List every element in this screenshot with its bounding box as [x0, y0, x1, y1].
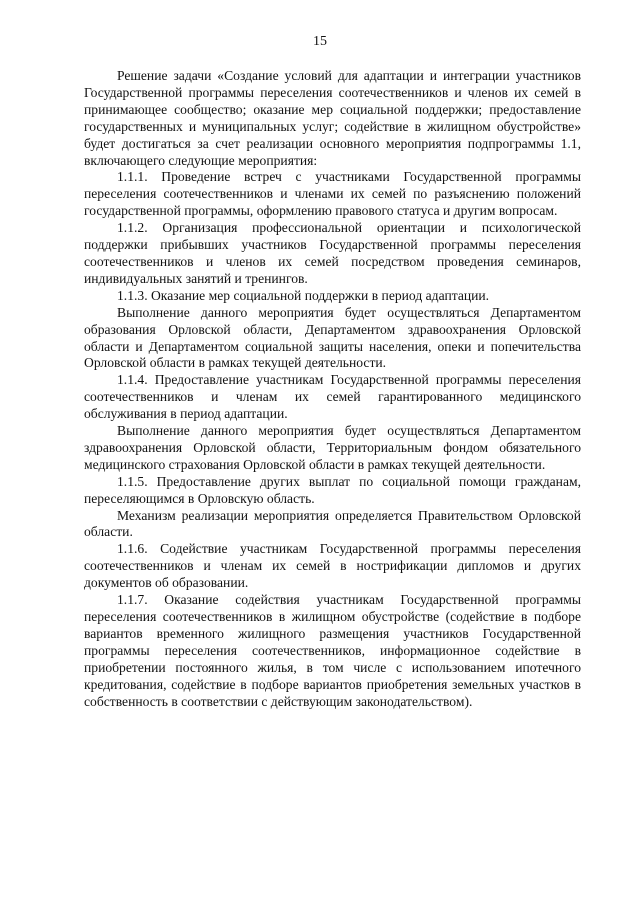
paragraph-1-1-2: 1.1.2. Организация профессиональной ориентации и психологической поддержки прибывших участников Государственной программы переселения соотечественников и членов их семей посредством проведения семинаров, индивидуальных занятий и тренингов.: [84, 220, 581, 286]
paragraph-1-1-5-mechanism: Механизм реализации мероприятия определяется Правительством Орловской области.: [84, 507, 581, 540]
paragraph-1-1-1: 1.1.1. Проведение встреч с участниками Государственной программы переселения соотечественников и членами их семей по разъяснению положений государственной программы, оформлению правового статуса и другим вопросам.: [84, 169, 581, 219]
paragraph-1-1-5: 1.1.5. Предоставление других выплат по социальной помощи гражданам, переселяющимся в Орловскую область.: [84, 473, 581, 506]
paragraph-1-1-7: 1.1.7. Оказание содействия участникам Государственной программы переселения соотечественников в жилищном обустройстве (содействие в подборе вариантов временного жилищного размещения участников Государственной программы переселения соотечественников, информационное содействие в приобретении постоянного жилья, в том числе с использованием ипотечного кредитования, содействие в подборе вариантов приобретения земельных участков в собственность в соответствии с действующим законодательством).: [84, 592, 581, 709]
paragraph-intro: Решение задачи «Создание условий для адаптации и интеграции участников Государственной программы переселения соотечественников и членов их семей в принимающее сообщество; оказание мер социальной поддержки; предоставление государственных и муниципальных услуг; содействие в жилищном обустройстве» будет достигаться за счет реализации основного мероприятия подпрограммы 1.1, включающего следующие мероприятия:: [84, 68, 581, 168]
paragraph-1-1-3: 1.1.3. Оказание мер социальной поддержки в период адаптации.: [117, 287, 490, 303]
paragraph-1-1-6: 1.1.6. Содействие участникам Государственной программы переселения соотечественников и членам их семей в нострификации дипломов и других документов об образовании.: [84, 541, 581, 591]
paragraph-1-1-4-execution: Выполнение данного мероприятия будет осуществляться Департаментом здравоохранения Орловской области, Территориальным фондом обязательного медицинского страхования Орловской области в рамках текущей деятельности.: [84, 423, 581, 472]
paragraph-1-1-4: 1.1.4. Предоставление участникам Государственной программы переселения соотечественников и членам их семей гарантированного медицинского обслуживания в период адаптации.: [84, 372, 581, 422]
page-number: 15: [313, 34, 327, 49]
document-body: [84, 68, 581, 710]
paragraph-1-1-3-execution: Выполнение данного мероприятия будет осуществляться Департаментом образования Орловской области, Департаментом здравоохранения Орловской области и Департаментом социальной защиты населения, опеки и попечительства Орловской области в рамках текущей деятельности.: [84, 304, 581, 371]
